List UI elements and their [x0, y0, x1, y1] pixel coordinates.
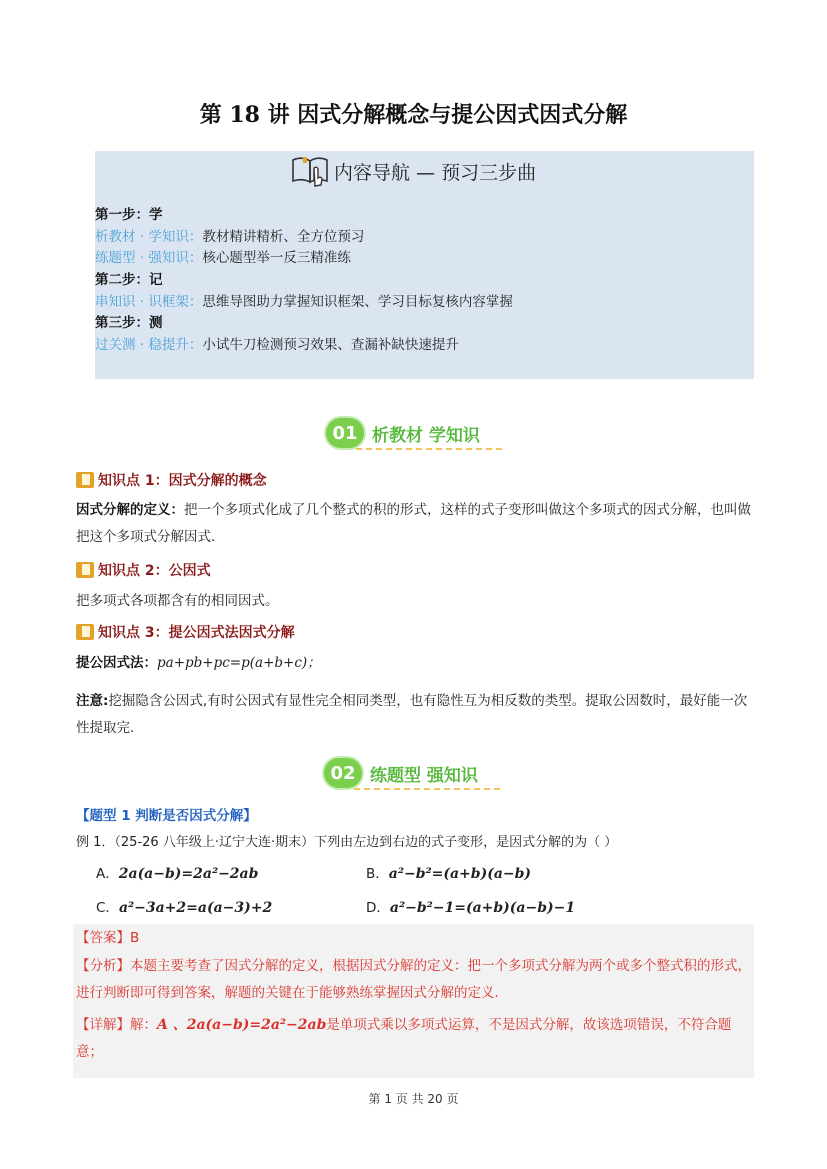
nav-line: 练题型 · 强知识：核心题型举一反三精准练 — [95, 250, 351, 266]
section-underline — [356, 448, 502, 450]
knowledge-point-3: 知识点 3：提公因式法因式分解 — [76, 622, 295, 642]
knowledge-point-2: 知识点 2：公因式 — [76, 560, 211, 580]
nav-line: 第一步：学 — [95, 207, 163, 223]
notebook-icon — [76, 472, 94, 488]
notebook-icon — [76, 562, 94, 578]
detail-paragraph: 【详解】解：A 、2a(a−b)=2a²−2ab是单项式乘以多项式运算，不是因式分解，故该选项错误，不符合题意； — [76, 1017, 732, 1060]
page-footer: 第 1 页 共 20 页 — [368, 1092, 459, 1106]
example-question: 例 1．（25-26 八年级上·辽宁大连·期末）下列由左边到右边的式子变形，是因式分解的为（ ） — [76, 835, 618, 850]
option-b: B．a²−b²=(a+b)(a−b) — [366, 866, 532, 882]
section-title: 练题型 强知识 — [370, 765, 478, 786]
nav-heading-text: 内容导航 — 预习三步曲 — [334, 161, 537, 184]
knowledge-point-1: 知识点 1：因式分解的概念 — [76, 470, 267, 490]
answer-line: 【答案】B — [76, 930, 140, 946]
nav-line: 串知识 · 识框架：思维导图助力掌握知识框架、学习目标复核内容掌握 — [95, 294, 513, 310]
common-factor-paragraph: 把多项式各项都含有的相同因式。 — [76, 593, 279, 609]
nav-heading — [290, 152, 536, 190]
option-a: A．2a(a−b)=2a²−2ab — [96, 866, 259, 882]
analysis-paragraph: 【分析】本题主要考查了因式分解的定义，根据因式分解的定义：把一个多项式分解为两个或多个整式积的形式，进行判断即可得到答案，解题的关键在于能够熟练掌握因式分解的定义． — [76, 958, 751, 1001]
nav-line: 析教材 · 学知识：教材精讲精析、全方位预习 — [95, 229, 365, 245]
notebook-icon — [76, 624, 94, 640]
section-number: 02 — [324, 758, 362, 788]
note-paragraph: 注意:挖掘隐含公因式,有时公因式有显性完全相同类型，也有隐性互为相反数的类型。提取公因数时，最好能一次性提取完. — [76, 693, 748, 736]
option-d: D．a²−b²−1=(a+b)(a−b)−1 — [366, 900, 576, 916]
book-pointer-icon — [290, 154, 332, 188]
section-number: 01 — [326, 418, 364, 448]
section-badge-2 — [324, 756, 478, 790]
page-title: 第 18 讲 因式分解概念与提公因式因式分解 — [199, 102, 628, 128]
topic-heading: 【题型 1 判断是否因式分解】 — [76, 808, 257, 824]
nav-line: 过关测 · 稳提升：小试牛刀检测预习效果、查漏补缺快速提升 — [95, 337, 459, 353]
section-title: 析教材 学知识 — [372, 425, 480, 446]
section-badge-1 — [326, 416, 480, 450]
section-underline — [354, 788, 500, 790]
definition-paragraph: 因式分解的定义：把一个多项式化成了几个整式的积的形式，这样的式子变形叫做这个多项式的因式分解，也叫做把这个多项式分解因式. — [76, 502, 751, 545]
nav-line: 第三步：测 — [95, 315, 163, 331]
formula-paragraph: 提公因式法：pa+pb+pc=p(a+b+c)； — [76, 655, 321, 671]
option-c: C．a²−3a+2=a(a−3)+2 — [96, 900, 273, 916]
nav-line: 第二步：记 — [95, 272, 163, 288]
